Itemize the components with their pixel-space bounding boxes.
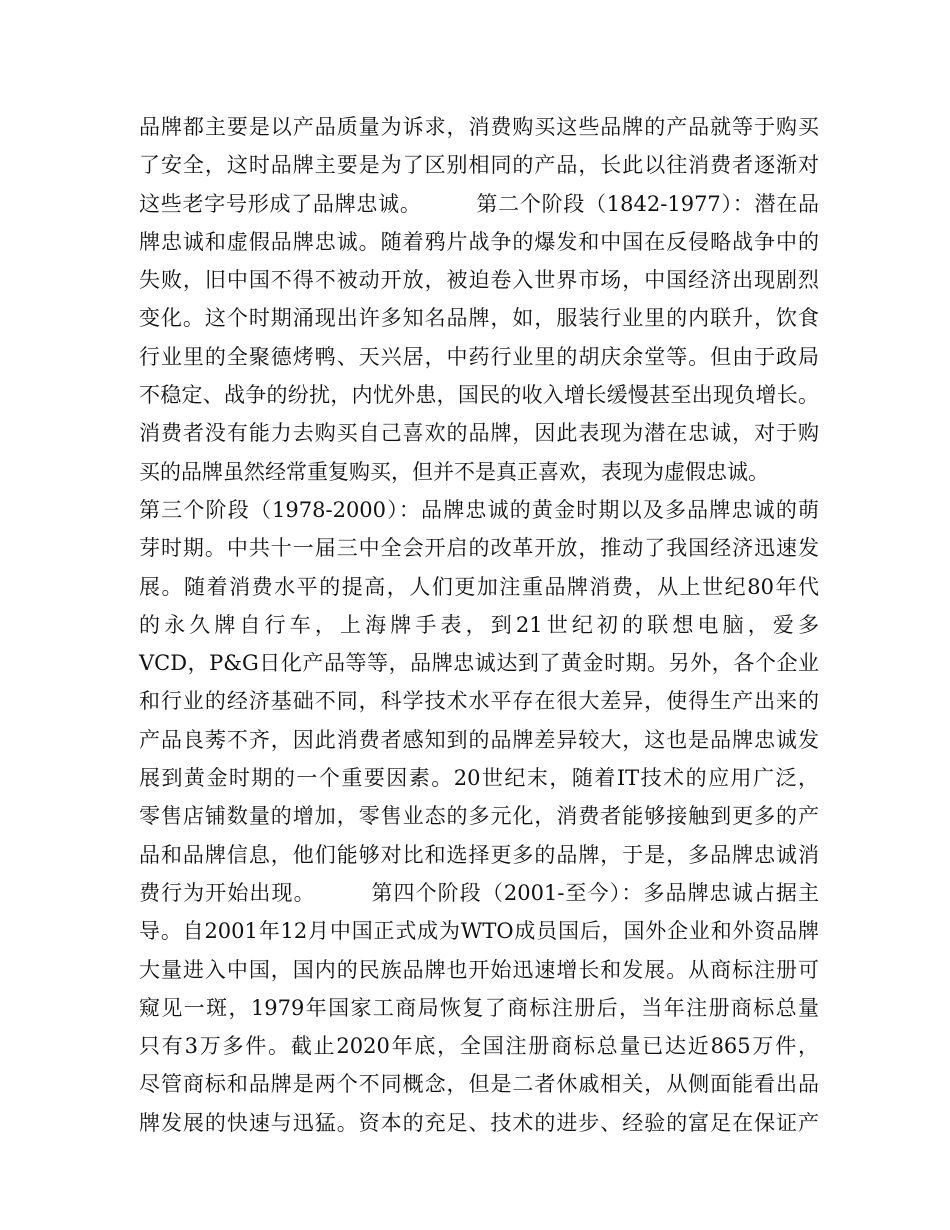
text-line: 费行为开始出现。 第四个阶段（2001-至今）：多品牌忠诚占据主 [139,880,819,905]
text-line: 牌发展的快速与迅猛。资本的充足、技术的进步、经验的富足在保证产 [139,1110,819,1135]
text-line: 尽管商标和品牌是两个不同概念，但是二者休戚相关，从侧面能看出品 [139,1072,819,1097]
text-line: 消费者没有能力去购买自己喜欢的品牌，因此表现为潜在忠诚，对于购 [139,421,819,446]
text-line: 展。随着消费水平的提高，人们更加注重品牌消费，从上世纪80年代 [139,574,819,599]
text-line: 大量进入中国，国内的民族品牌也开始迅速增长和发展。从商标注册可 [139,957,819,982]
text-line: 牌忠诚和虚假品牌忠诚。随着鸦片战争的爆发和中国在反侵略战争中的 [139,229,819,254]
text-line: 这些老字号形成了品牌忠诚。 第二个阶段（1842-1977）：潜在品 [139,191,819,216]
text-line: VCD，P&G日化产品等等，品牌忠诚达到了黄金时期。另外，各个企业 [139,651,819,676]
body-text [139,108,819,1142]
text-line: 品牌都主要是以产品质量为诉求，消费购买这些品牌的产品就等于购买 [139,115,819,139]
text-line: 导。自2001年12月中国正式成为WTO成员国后，国外企业和外资品牌 [139,919,819,944]
text-line: 窥见一斑，1979年国家工商局恢复了商标注册后，当年注册商标总量 [139,995,819,1020]
text-line: 行业里的全聚德烤鸭、天兴居，中药行业里的胡庆余堂等。但由于政局 [139,344,819,369]
text-line: 品和品牌信息，他们能够对比和选择更多的品牌，于是，多品牌忠诚消 [139,842,819,867]
text-line: 不稳定、战争的纷扰，内忧外患，国民的收入增长缓慢甚至出现负增长。 [139,383,819,408]
text-line: 芽时期。中共十一届三中全会开启的改革开放，推动了我国经济迅速发 [139,536,819,561]
text-line: 只有3万多件。截止2020年底，全国注册商标总量已达近865万件， [139,1034,819,1059]
text-line: 了安全，这时品牌主要是为了区别相同的产品，长此以往消费者逐渐对 [139,153,819,178]
text-line: 失败，旧中国不得不被动开放，被迫卷入世界市场，中国经济出现剧烈 [139,268,819,293]
text-line: 第三个阶段（1978-2000）：品牌忠诚的黄金时期以及多品牌忠诚的萌 [139,497,819,522]
text-line: 产品良莠不齐，因此消费者感知到的品牌差异较大，这也是品牌忠诚发 [139,727,819,752]
text-line: 和行业的经济基础不同，科学技术水平存在很大差异，使得生产出来的 [139,689,819,714]
text-line: 买的品牌虽然经常重复购买，但并不是真正喜欢，表现为虚假忠诚。 [139,459,769,484]
text-line: 展到黄金时期的一个重要因素。20世纪末，随着IT技术的应用广泛， [139,766,819,791]
text-line: 的永久牌自行车，上海牌手表，到21世纪初的联想电脑，爱多 [139,612,819,637]
text-line: 零售店铺数量的增加，零售业态的多元化，消费者能够接触到更多的产 [139,804,819,829]
text-line: 变化。这个时期涌现出许多知名品牌，如，服装行业里的内联升，饮食 [139,306,819,331]
